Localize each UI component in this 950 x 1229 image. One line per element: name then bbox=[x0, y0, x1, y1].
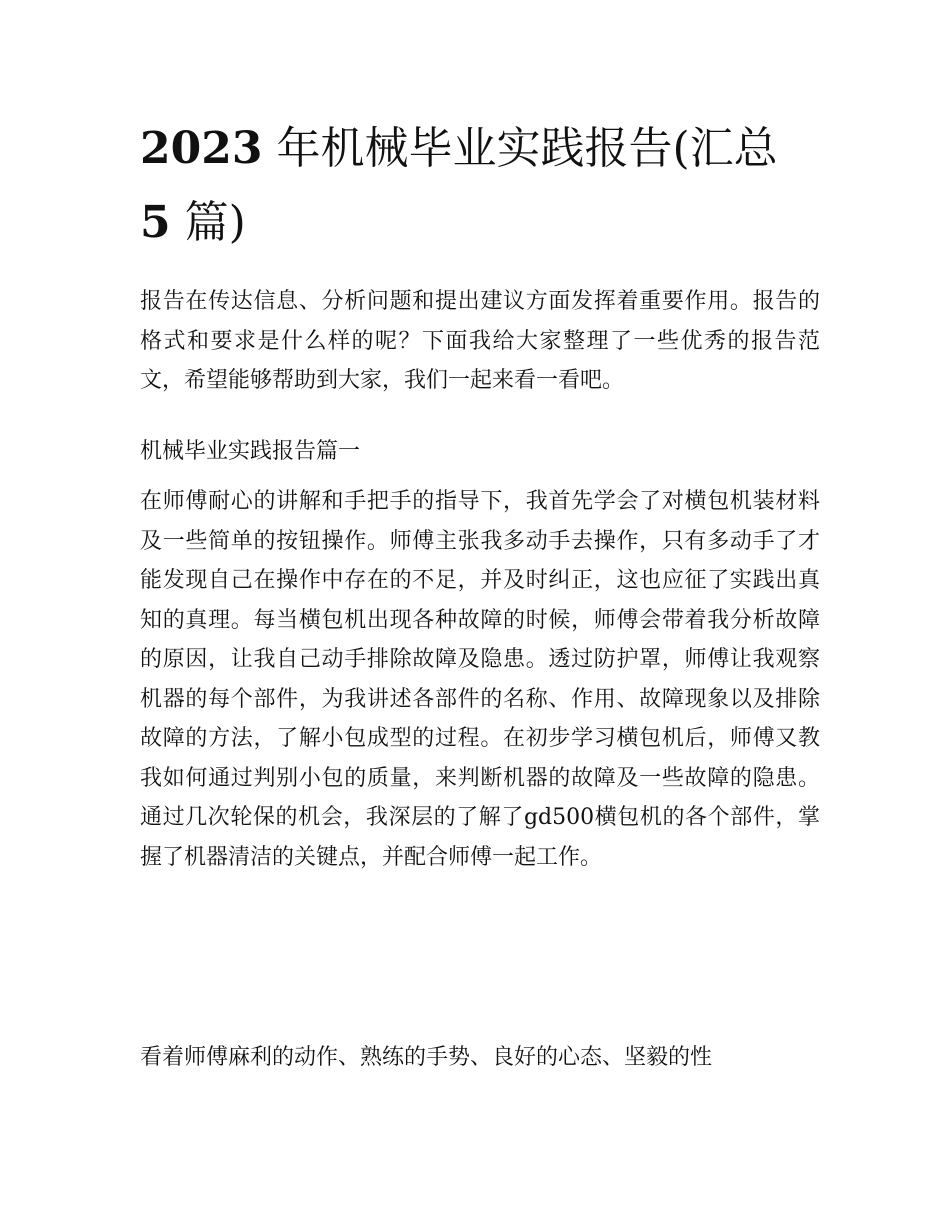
body-paragraph-2: 看着师傅麻利的动作、熟练的手势、良好的心态、坚毅的性 bbox=[140, 1045, 713, 1070]
section-heading: 机械毕业实践报告篇一 bbox=[140, 439, 361, 464]
body-paragraph-1: 在师傅耐心的讲解和手把手的指导下，我首先学会了对横包机装材料及一些简单的按钮操作。师傅主张我多动手去操作，只有多动手了才能发现自己在操作中存在的不足，并及时纠正，这也应征了实践出真知的真理。每当横包机出现各种故障的时候，师傅会带着我分析故障的原因，让我自己动手排除故障及隐患。透过防护罩，师傅让我观察机器的每个部件，为我讲述各部件的名称、作用、故障现象以及排除故障的方法，了解小包成型的过程。在初步学习横包机后，师傅又教我如何通过判别小包的质量，来判断机器的故障及一些故障的隐患。通过几次轮保的机会，我深层的了解了gd500横包机的各个部件，掌握了机器清洁的关键点，并配合师傅一起工作。 bbox=[140, 489, 820, 870]
title-year: 2023 bbox=[140, 123, 263, 174]
document-title bbox=[140, 112, 820, 260]
intro-paragraph: 报告在传达信息、分析问题和提出建议方面发挥着重要作用。报告的格式和要求是什么样的呢？下面我给大家整理了一些优秀的报告范文，希望能够帮助到大家，我们一起来看一看吧。 bbox=[140, 289, 820, 393]
title-main: 年机械毕业实践报告(汇总 bbox=[276, 123, 778, 174]
title-suffix: 篇) bbox=[184, 197, 246, 248]
title-count: 5 bbox=[140, 197, 171, 248]
